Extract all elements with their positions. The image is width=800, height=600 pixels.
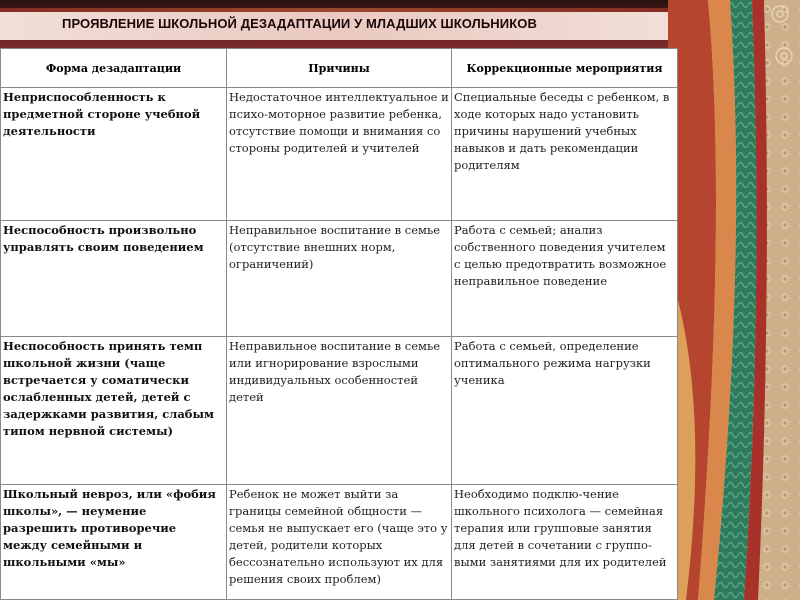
header-corrections: Коррекционные мероприятия [452, 49, 678, 88]
row-form: Школьный невроз, или «фобия школы», — неумение разрешить противоречие между семейными и школьными «мы» [1, 485, 227, 600]
row-correction: Специальные беседы с ребенком, в ходе которых надо установить причины нарушений учебных навыков и дать рекомендации родителям [452, 88, 678, 221]
row-correction: Работа с семьей, определение оптимального режима нагрузки ученика [452, 337, 678, 485]
row-correction: Необходимо подклю-чение школьного психолога — семейная терапия или групповые занятия для детей в сочетании с группо-выми занятиями для их родителей [452, 485, 678, 600]
slide-title: ПРОЯВЛЕНИЕ ШКОЛЬНОЙ ДЕЗАДАПТАЦИИ У МЛАДШИХ ШКОЛЬНИКОВ [62, 16, 537, 31]
maladaptation-table [0, 48, 678, 600]
table-header-row [1, 49, 678, 88]
row-form: Неприспособленность к предметной стороне учебной деятельности [1, 88, 227, 221]
table-row [1, 337, 678, 485]
row-cause: Недостаточное интеллектуальное и психо-моторное развитие ребенка, отсутствие помощи и внимания со стороны родителей и учителей [227, 88, 452, 221]
row-cause: Неправильное воспитание в семье (отсутствие внешних норм, ограничений) [227, 220, 452, 337]
decorative-pattern-icon [668, 0, 800, 600]
header-form: Форма дезадаптации [1, 49, 227, 88]
row-correction: Работа с семьей; анализ собственного поведения учителем с целью предотвратить возможное неправильное поведение [452, 220, 678, 337]
row-form: Неспособность принять темп школьной жизни (чаще встречается у соматически ослабленных детей, детей с задержками развития, слабым типом нервной системы) [1, 337, 227, 485]
row-cause: Ребенок не может выйти за границы семейной общности — семья не выпускает его (чаще это у детей, родители которых бессознательно используют их для решения своих проблем) [227, 485, 452, 600]
table-row [1, 88, 678, 221]
table-row [1, 485, 678, 600]
table-row [1, 220, 678, 337]
decorative-side-panel [668, 0, 800, 600]
header-causes: Причины [227, 49, 452, 88]
row-form: Неспособность произвольно управлять своим поведением [1, 220, 227, 337]
row-cause: Неправильное воспитание в семье или игнорирование взрослыми индивидуальных особенностей детей [227, 337, 452, 485]
